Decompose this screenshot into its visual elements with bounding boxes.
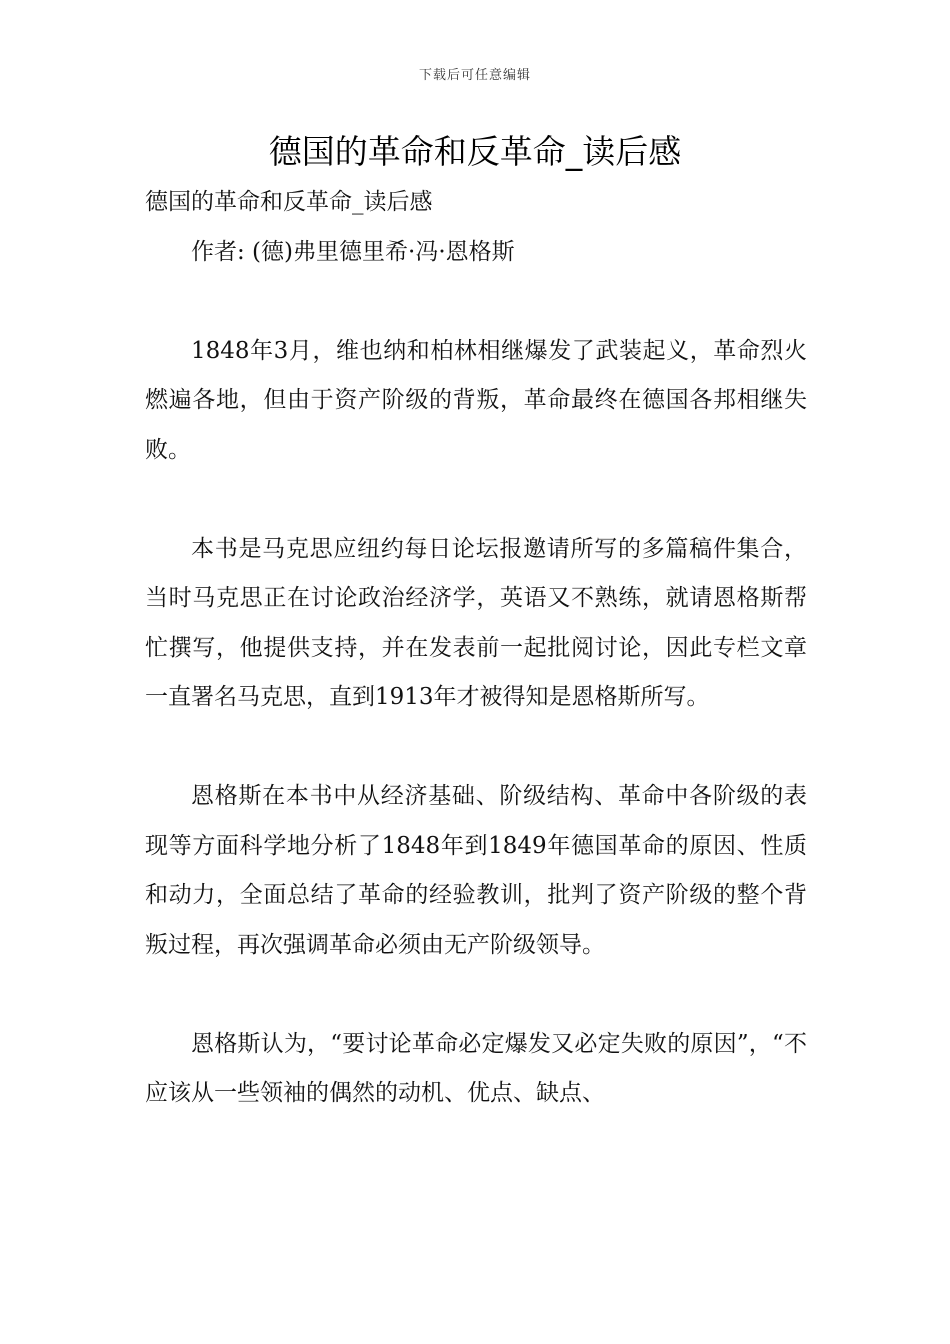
paragraph-4: 恩格斯认为，“要讨论革命必定爆发又必定失败的原因”，“不应该从一些领袖的偶然的动机、优点、缺点、	[145, 1030, 807, 1106]
paragraph-1: 1848年3月，维也纳和柏林相继爆发了武装起义，革命烈火燃遍各地，但由于资产阶级的背叛，革命最终在德国各邦相继失败。	[145, 337, 807, 463]
page-header-note: 下载后可任意编辑	[418, 68, 531, 83]
document-subtitle: 德国的革命和反革命_读后感	[145, 189, 433, 215]
paragraph-2: 本书是马克思应纽约每日论坛报邀请所写的多篇稿件集合，当时马克思正在讨论政治经济学，英语又不熟练，就请恩格斯帮忙撰写，他提供支持，并在发表前一起批阅讨论，因此专栏文章一直署名马克思，直到1913年才被得知是恩格斯所写。	[145, 535, 807, 710]
author-line: 作者: (德)弗里德里希·冯·恩格斯	[191, 238, 515, 265]
document-title: 德国的革命和反革命_读后感	[268, 132, 682, 171]
document-body	[145, 178, 807, 1119]
paragraph-3: 恩格斯在本书中从经济基础、阶级结构、革命中各阶级的表现等方面科学地分析了1848年到1849年德国革命的原因、性质和动力，全面总结了革命的经验教训，批判了资产阶级的整个背叛过程，再次强调革命必须由无产阶级领导。	[145, 783, 807, 958]
